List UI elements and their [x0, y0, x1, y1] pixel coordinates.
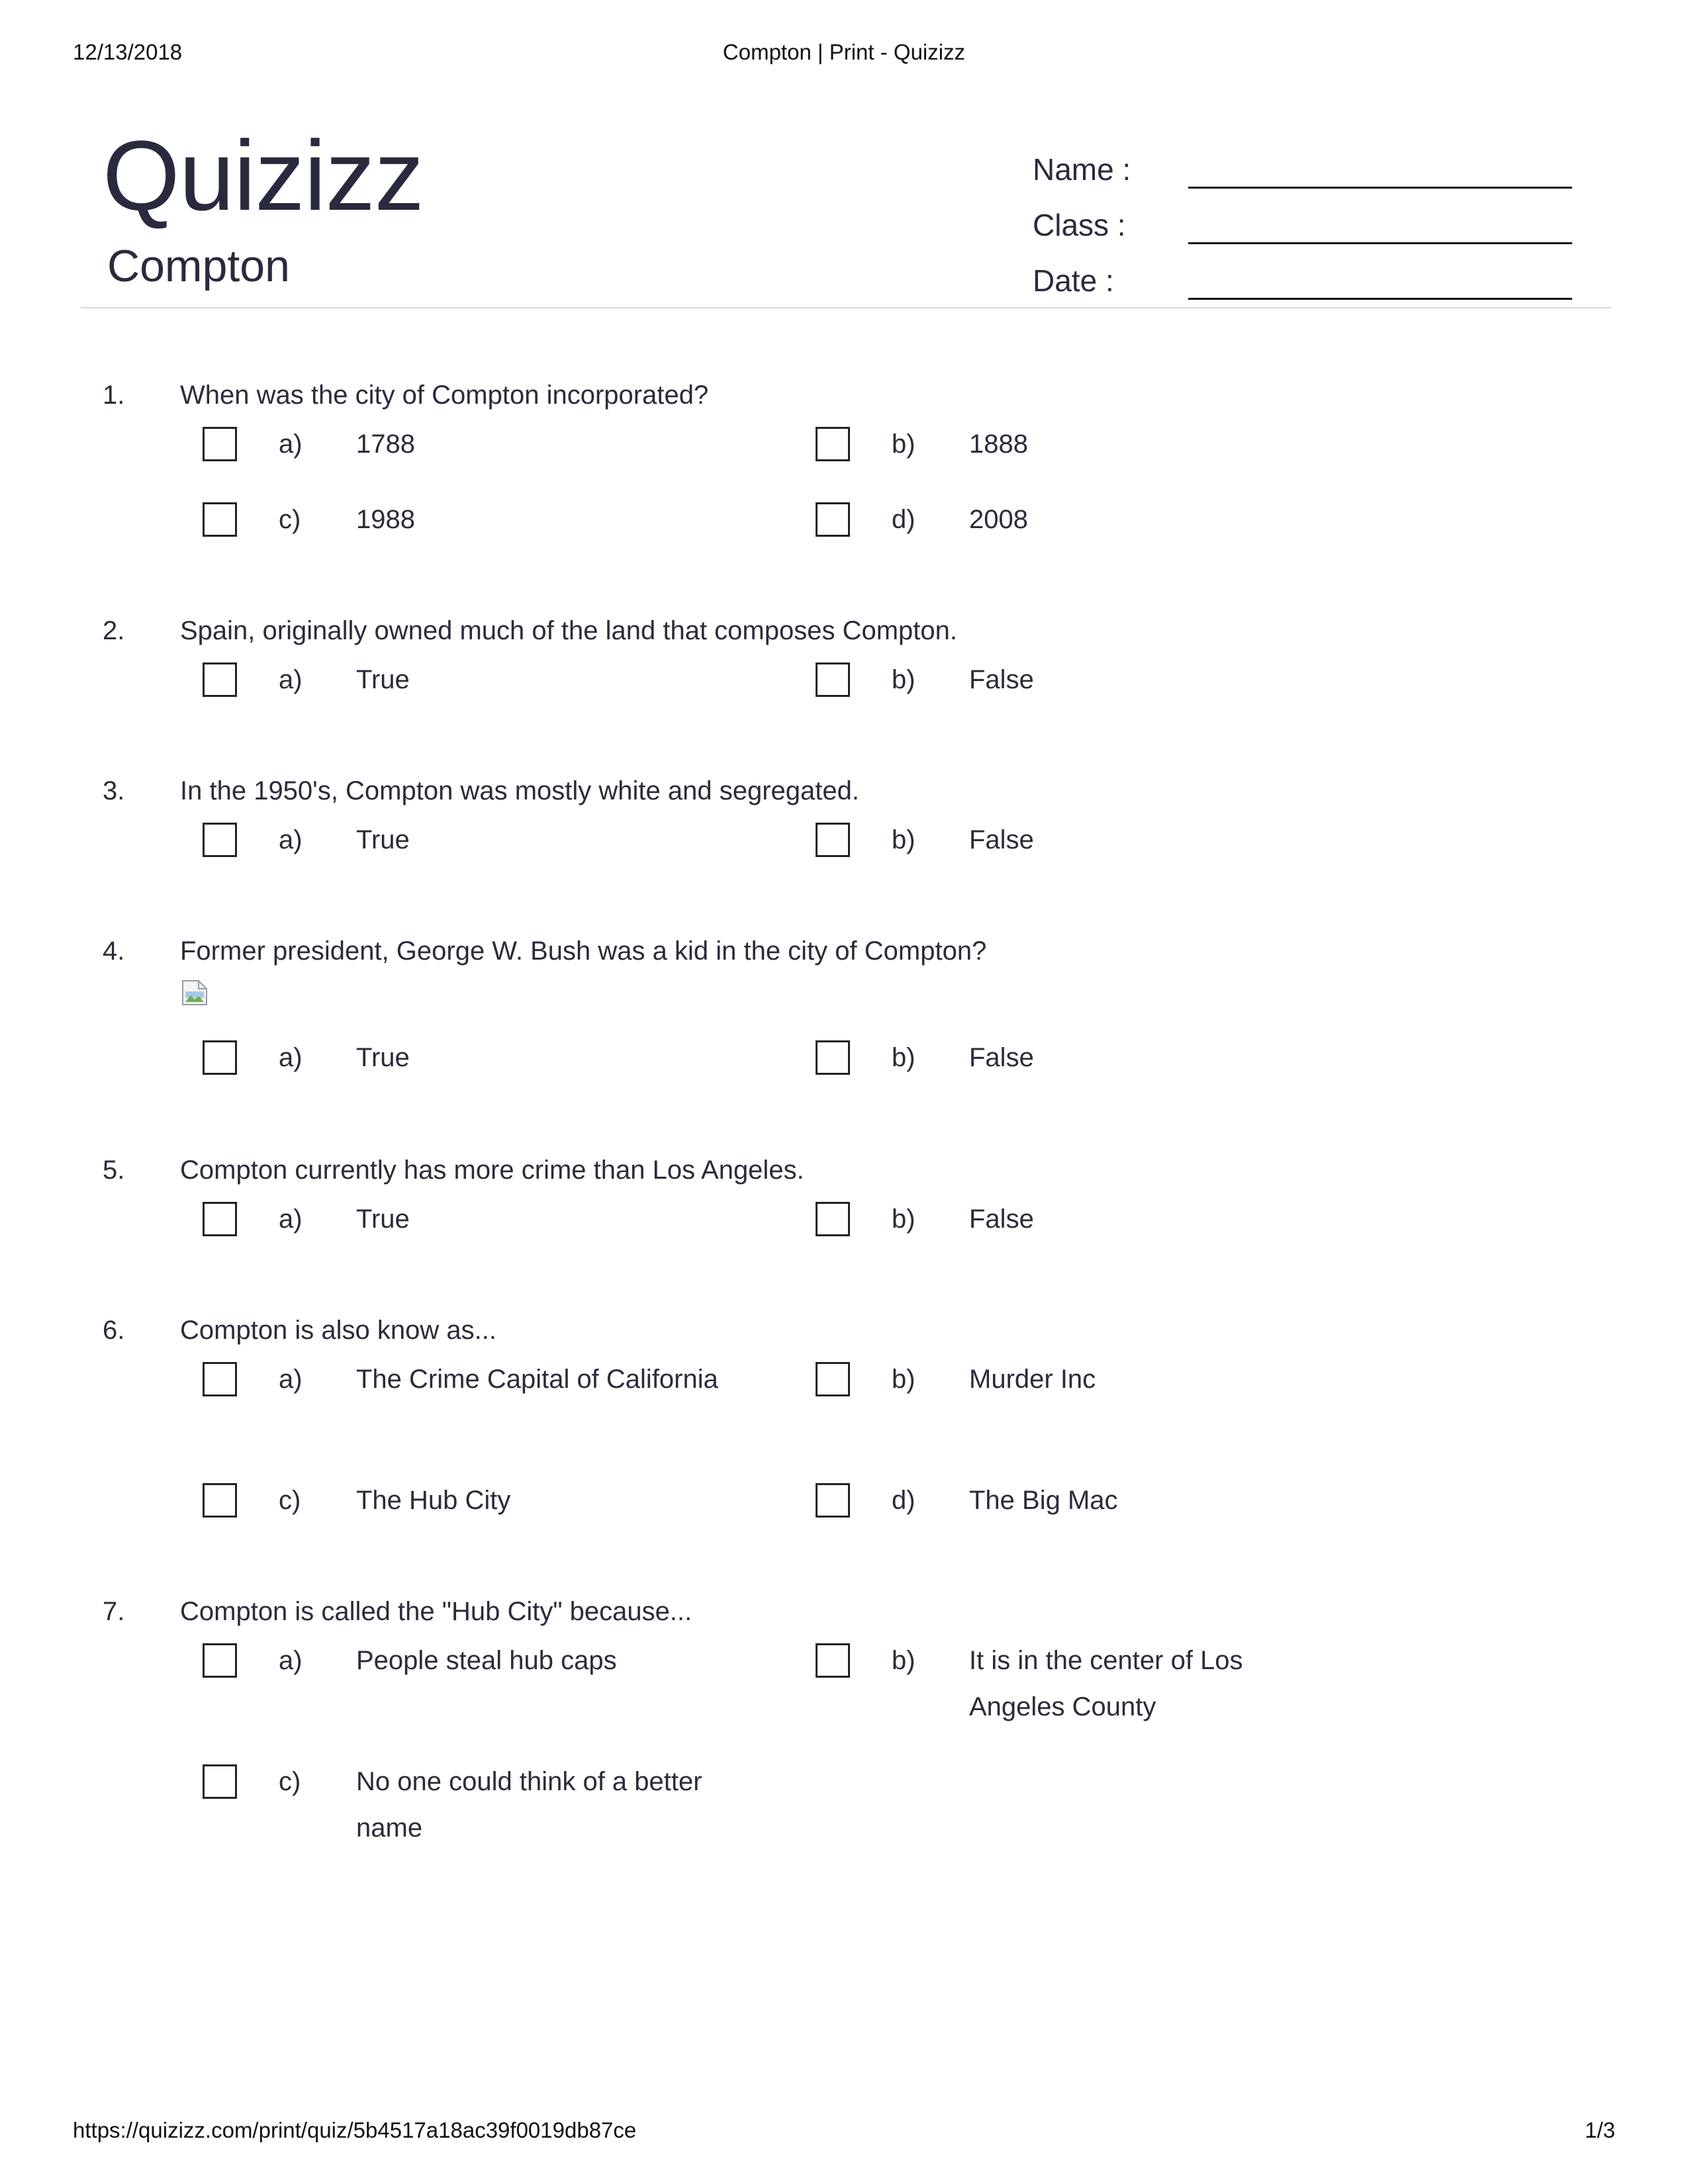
option-text: True — [356, 825, 410, 854]
option-letter: b) — [892, 1043, 915, 1072]
print-url[interactable]: https://quizizz.com/print/quiz/5b4517a18ac39f0019db87ce — [73, 2118, 637, 2142]
option-checkbox[interactable] — [203, 1202, 237, 1236]
option-text: False — [969, 825, 1034, 854]
option-text: False — [969, 1043, 1034, 1072]
date-label: Date : — [1033, 263, 1114, 298]
option-text: Murder Inc — [969, 1365, 1096, 1394]
option-text: The Big Mac — [969, 1486, 1118, 1515]
option-checkbox[interactable] — [816, 1202, 850, 1236]
option-letter: c) — [279, 1486, 301, 1515]
quiz-title: Compton — [107, 241, 290, 291]
question-text: Compton is also know as... — [180, 1316, 496, 1345]
option-text: 1988 — [356, 505, 415, 534]
option-checkbox[interactable] — [816, 662, 850, 697]
option-text: True — [356, 1043, 410, 1072]
option-text: True — [356, 665, 410, 694]
option-letter: c) — [279, 1767, 301, 1796]
question-number: 7. — [103, 1597, 125, 1626]
page-number: 1/3 — [1585, 2118, 1615, 2142]
header-divider — [81, 307, 1611, 308]
option-checkbox[interactable] — [816, 1040, 850, 1075]
option-checkbox[interactable] — [203, 1040, 237, 1075]
option-checkbox[interactable] — [203, 823, 237, 857]
class-line[interactable] — [1188, 242, 1572, 244]
question-text: Spain, originally owned much of the land that composes Compton. — [180, 616, 958, 645]
option-checkbox[interactable] — [203, 1643, 237, 1678]
option-checkbox[interactable] — [203, 502, 237, 537]
option-text: It is in the center of Los Angeles County — [969, 1646, 1243, 1721]
option-text: True — [356, 1205, 410, 1234]
question-text: Compton is called the "Hub City" because... — [180, 1597, 692, 1626]
option-checkbox[interactable] — [816, 823, 850, 857]
option-text: The Crime Capital of California — [356, 1365, 718, 1394]
print-date: 12/13/2018 — [73, 40, 183, 64]
option-checkbox[interactable] — [203, 1483, 237, 1518]
option-checkbox[interactable] — [816, 502, 850, 537]
option-letter: b) — [892, 430, 915, 459]
option-text: False — [969, 665, 1034, 694]
option-checkbox[interactable] — [816, 1643, 850, 1678]
question-text: Compton currently has more crime than Los Angeles. — [180, 1156, 804, 1185]
broken-image-icon — [180, 978, 209, 1007]
option-checkbox[interactable] — [203, 427, 237, 461]
option-checkbox[interactable] — [203, 1362, 237, 1396]
option-letter: b) — [892, 825, 915, 854]
question-text: In the 1950's, Compton was mostly white and segregated. — [180, 776, 859, 805]
print-title: Compton | Print - Quizizz — [722, 40, 966, 64]
option-text: The Hub City — [356, 1486, 511, 1515]
option-letter: b) — [892, 665, 915, 694]
question-number: 1. — [103, 381, 125, 410]
option-letter: a) — [279, 430, 303, 459]
class-label: Class : — [1033, 208, 1126, 242]
option-text: False — [969, 1205, 1034, 1234]
question-text: Former president, George W. Bush was a kid in the city of Compton? — [180, 936, 987, 966]
option-checkbox[interactable] — [203, 1764, 237, 1799]
question-number: 2. — [103, 616, 125, 645]
option-text: 1888 — [969, 430, 1028, 459]
question-text: When was the city of Compton incorporated? — [180, 381, 709, 410]
option-letter: d) — [892, 505, 915, 534]
option-checkbox[interactable] — [816, 1483, 850, 1518]
option-letter: a) — [279, 1365, 303, 1394]
option-checkbox[interactable] — [816, 427, 850, 461]
option-letter: c) — [279, 505, 301, 534]
option-text: 2008 — [969, 505, 1028, 534]
question-number: 3. — [103, 776, 125, 805]
date-line[interactable] — [1188, 298, 1572, 300]
option-letter: b) — [892, 1365, 915, 1394]
option-letter: a) — [279, 825, 303, 854]
option-letter: a) — [279, 1043, 303, 1072]
name-line[interactable] — [1188, 187, 1572, 189]
brand-logo-text: Quizizz — [103, 120, 424, 231]
option-text: No one could think of a better name — [356, 1767, 702, 1843]
option-letter: b) — [892, 1205, 915, 1234]
option-text: 1788 — [356, 430, 415, 459]
question-number: 4. — [103, 936, 125, 966]
question-number: 6. — [103, 1316, 125, 1345]
option-letter: b) — [892, 1646, 915, 1675]
option-letter: a) — [279, 1205, 303, 1234]
name-label: Name : — [1033, 152, 1131, 187]
option-letter: a) — [279, 1646, 303, 1675]
option-letter: d) — [892, 1486, 915, 1515]
question-number: 5. — [103, 1156, 125, 1185]
option-checkbox[interactable] — [816, 1362, 850, 1396]
option-checkbox[interactable] — [203, 662, 237, 697]
option-letter: a) — [279, 665, 303, 694]
option-text: People steal hub caps — [356, 1646, 617, 1675]
